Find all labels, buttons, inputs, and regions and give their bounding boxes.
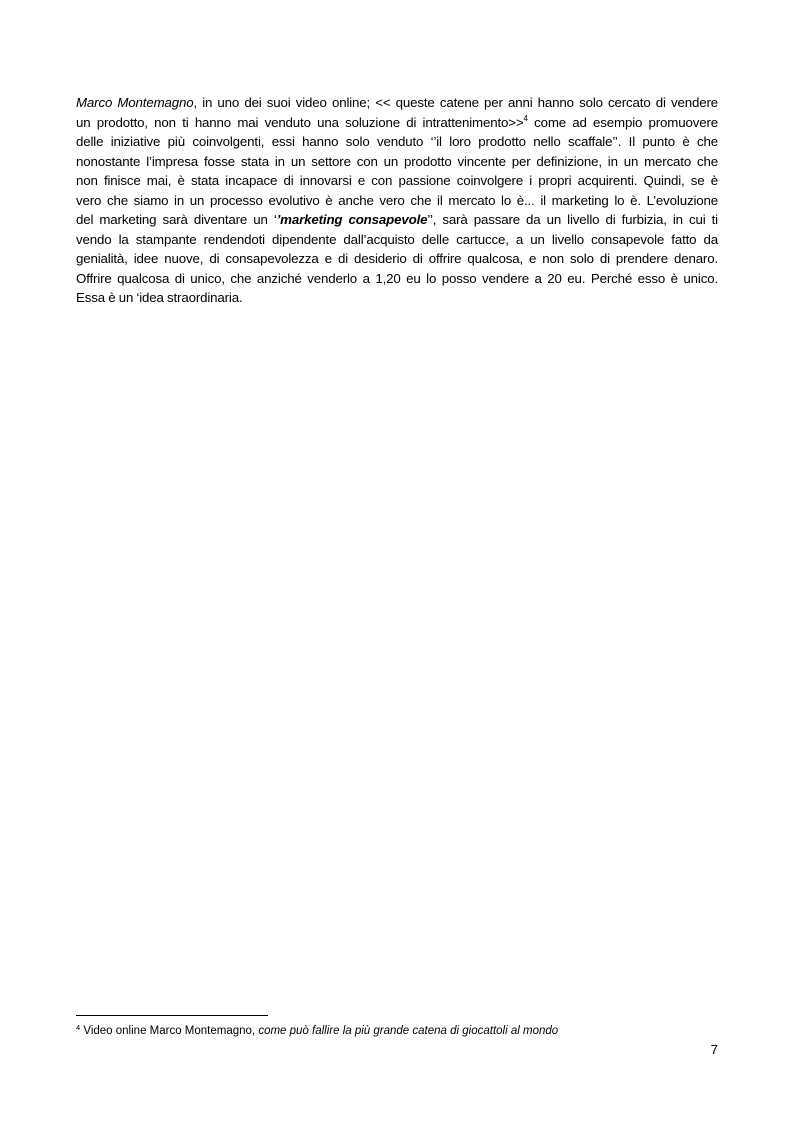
paragraph-line: vendo la stampante rendendoti dipendente dall’acquisto delle cartucce, a un livello consapevole fatto da: [76, 231, 718, 247]
footnote-separator: [76, 1015, 268, 1016]
paragraph-line: nonostante l’impresa fosse stata in un settore con un prodotto vincente per definizione, in un mercato che: [76, 153, 718, 169]
page-number: 7: [710, 1042, 718, 1057]
paragraph-line: Essa è un ‘idea straordinaria.: [76, 290, 243, 305]
paragraph-line: Offrire qualcosa di unico, che anziché venderlo a 1,20 eu lo posso vendere a 20 eu. Perché esso è unico.: [76, 270, 718, 286]
emphasized-term: ’marketing consapevole: [276, 212, 428, 227]
author-name-italic: Marco Montemagno: [76, 95, 194, 110]
paragraph-line: genialità, idee nuove, di consapevolezza e di desiderio di offrire qualcosa, e non solo di prendere denaro.: [76, 251, 718, 266]
paragraph-line: non finisce mai, è stata incapace di innovarsi e con passione coinvolgere i propri acquirenti. Quindi, se è: [76, 173, 718, 188]
footnote-reference[interactable]: 4: [523, 113, 528, 123]
body-paragraph: [76, 93, 718, 308]
footnote: [76, 1024, 718, 1039]
footnote-number: 4: [76, 1023, 81, 1032]
paragraph-line: del marketing sarà diventare un ‘’marketing consapevole’’, sarà passare da un livello di furbizia, in cui ti: [76, 212, 718, 227]
paragraph-line: un prodotto, non ti hanno mai venduto una soluzione di intrattenimento>>$^4$ come ad esempio promuovere: [76, 113, 718, 130]
paragraph-line: vero che siamo in un processo evolutivo è anche vero che il mercato lo è... il marketing lo è. L’evoluzione: [76, 192, 718, 208]
footnote-text: Video online Marco Montemagno,: [80, 1025, 259, 1037]
paragraph-line: delle iniziative più coinvolgenti, essi hanno solo venduto ‘’il loro prodotto nello scaffale’’. Il punto è che: [76, 134, 718, 149]
paragraph-line: Marco Montemagno, in uno dei suoi video online; << queste catene per anni hanno solo cercato di vendere: [76, 95, 718, 110]
footnote-title: come può fallire la più grande catena di giocattoli al mondo: [258, 1025, 559, 1037]
